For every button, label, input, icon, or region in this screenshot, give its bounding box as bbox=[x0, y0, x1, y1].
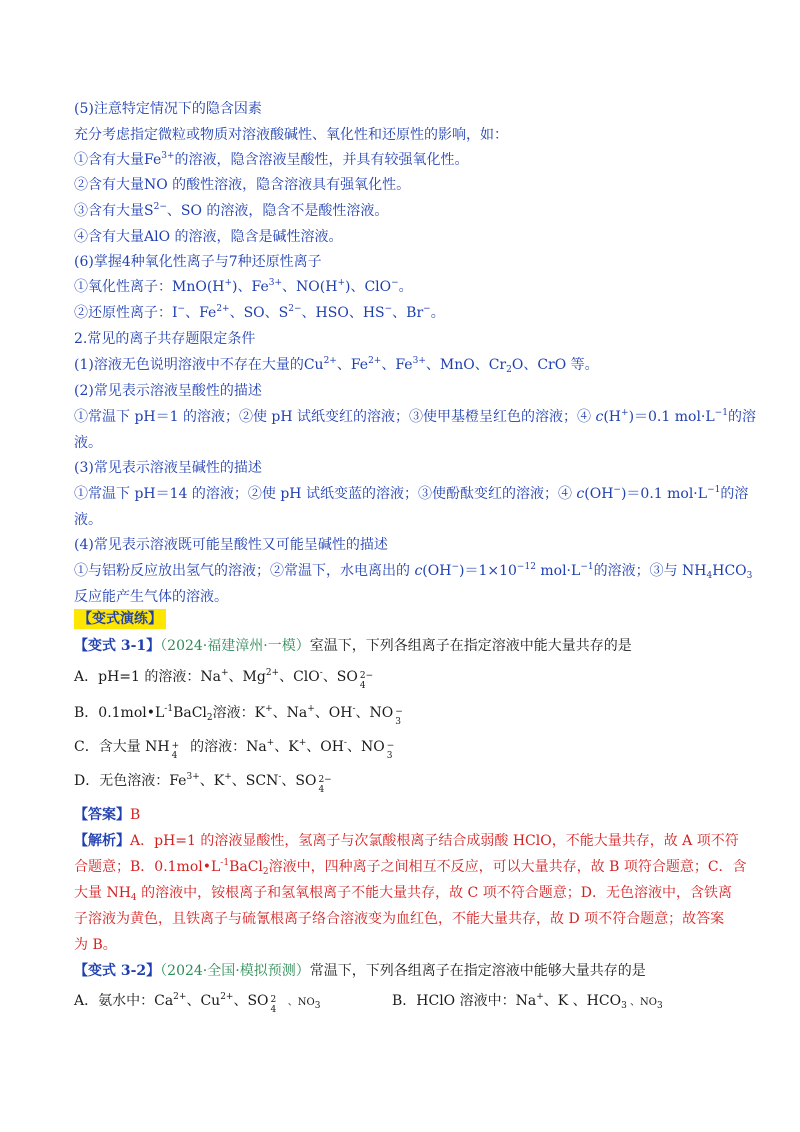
q1-analysis-line3: 大量 $NH_4$ 的溶液中，铵根离子和氢氧根离子不能大量共存，故 C 项不符合题意；D．无色溶液中，含铁离 bbox=[74, 885, 732, 903]
q1-analysis-line1: 【解析】A．pH=1 的溶液显酸性，氢离子与次氯酸根离子结合成弱酸 HClO，不能大量共存，故 A 项不符 bbox=[74, 833, 739, 849]
q2-option-a: A．氨水中：$Ca^{2+}$、$Cu^{2+}$、SO 2 4 、$NO_3$ bbox=[74, 992, 321, 1015]
section6-oxidizing: ①氧化性离子：MnO(H+)、$Fe^{3+}$、NO(H+)、ClO−。 bbox=[74, 278, 413, 295]
section5-heading: (5)注意特定情况下的隐含因素 bbox=[74, 101, 262, 117]
section5-item-1: ①含有大量$Fe^{3+}$的溶液，隐含溶液呈酸性，并具有较强氧化性。 bbox=[74, 151, 469, 168]
practice-label: 【变式演练】 bbox=[74, 609, 734, 629]
q1-analysis-line4: 子溶液为黄色，且铁离子与硫氰根离子络合溶液变为血红色，不能大量共存，故 D 项不符合题意；故答案 bbox=[74, 911, 725, 927]
part2-basic-line1: ①常温下 pH＝14 的溶液；②使 pH 试纸变蓝的溶液；③使酚酞变红的溶液；④ c(OH−)＝0.1 $mol\cdot L^{-1}$的溶 bbox=[74, 485, 749, 502]
part2-both-heading: (4)常见表示溶液既可能呈酸性又可能呈碱性的描述 bbox=[74, 537, 388, 553]
section5-intro: 充分考虑指定微粒或物质对溶液酸碱性、氧化性和还原性的影响，如： bbox=[74, 127, 508, 143]
q1-option-d: D．无色溶液：$Fe^{3+}$、K+、SCN-、SO 2− 4 bbox=[74, 772, 332, 795]
q2-option-b: B．HClO 溶液中：Na+、K 、$HCO_3$ 、$NO_3$ bbox=[392, 992, 663, 1011]
part2-basic-line2: 液。 bbox=[74, 512, 102, 528]
section6-heading: (6)掌握4种氧化性离子与7种还原性离子 bbox=[74, 254, 322, 270]
part2-acidic-heading: (2)常见表示溶液呈酸性的描述 bbox=[74, 383, 262, 399]
part2-colorless: (1)溶液无色说明溶液中不存在大量的$Cu^{2+}$、$Fe^{2+}$、$Fe^{3+}$、MnO、$Cr_2O$、CrO 等。 bbox=[74, 356, 599, 375]
part2-both-line1: ①与铝粉反应放出氢气的溶液；②常温下，水电离出的 $c(OH^-)=1\times 10^{-12}$ $mol\cdot L^{-1}$的溶液；③与 $NH_4HCO_3$ bbox=[74, 562, 753, 581]
section5-item-4: ④含有大量AlO 的溶液，隐含是碱性溶液。 bbox=[74, 229, 343, 245]
part2-both-line2: 反应能产生气体的溶液。 bbox=[74, 589, 228, 605]
q1-option-c: C．含大量 NH + 4 的溶液：Na+、K+、OH-、NO − 3 bbox=[74, 738, 395, 761]
q1-analysis-line2: 合题意；B．$0.1mol•L^{-1}BaCl_2$溶液中，四种离子之间相互不反应，可以大量共存，故 B 项符合题意；C．含 bbox=[74, 858, 747, 877]
q2-stem: 【变式 3-2】（2024·全国·模拟预测）常温下，下列各组离子在指定溶液中能够大量共存的是 bbox=[74, 963, 646, 979]
q1-option-b: B．$0.1mol•L^{-1}BaCl_2$溶液：K+、Na+、OH-、NO − 3 bbox=[74, 704, 403, 727]
section5-item-3: ③含有大量$S^{2-}$、SO 的溶液，隐含不是酸性溶液。 bbox=[74, 202, 389, 219]
q1-answer: 【答案】B bbox=[74, 807, 141, 823]
section5-item-2: ②含有大量NO 的酸性溶液，隐含溶液具有强氧化性。 bbox=[74, 177, 411, 193]
part2-basic-heading: (3)常见表示溶液呈碱性的描述 bbox=[74, 460, 262, 476]
part2-heading: 2.常见的离子共存题限定条件 bbox=[74, 331, 256, 347]
q1-analysis-line5: 为 B。 bbox=[74, 937, 117, 953]
section6-reducing: ②还原性离子：I−、$Fe^{2+}$、SO、$S^{2-}$、HSO、HS−、Br−。 bbox=[74, 304, 445, 321]
q1-stem: 【变式 3-1】（2024·福建漳州·一模）室温下，下列各组离子在指定溶液中能大量共存的是 bbox=[74, 638, 632, 654]
part2-acidic-line1: ①常温下 pH＝1 的溶液；②使 pH 试纸变红的溶液；③使甲基橙呈红色的溶液；④ c(H+)＝0.1 $mol\cdot L^{-1}$的溶 bbox=[74, 408, 756, 425]
part2-acidic-line2: 液。 bbox=[74, 435, 102, 451]
q1-option-a: A．pH=1 的溶液：Na+、$Mg^{2+}$、ClO-、SO 2− 4 bbox=[74, 668, 374, 691]
